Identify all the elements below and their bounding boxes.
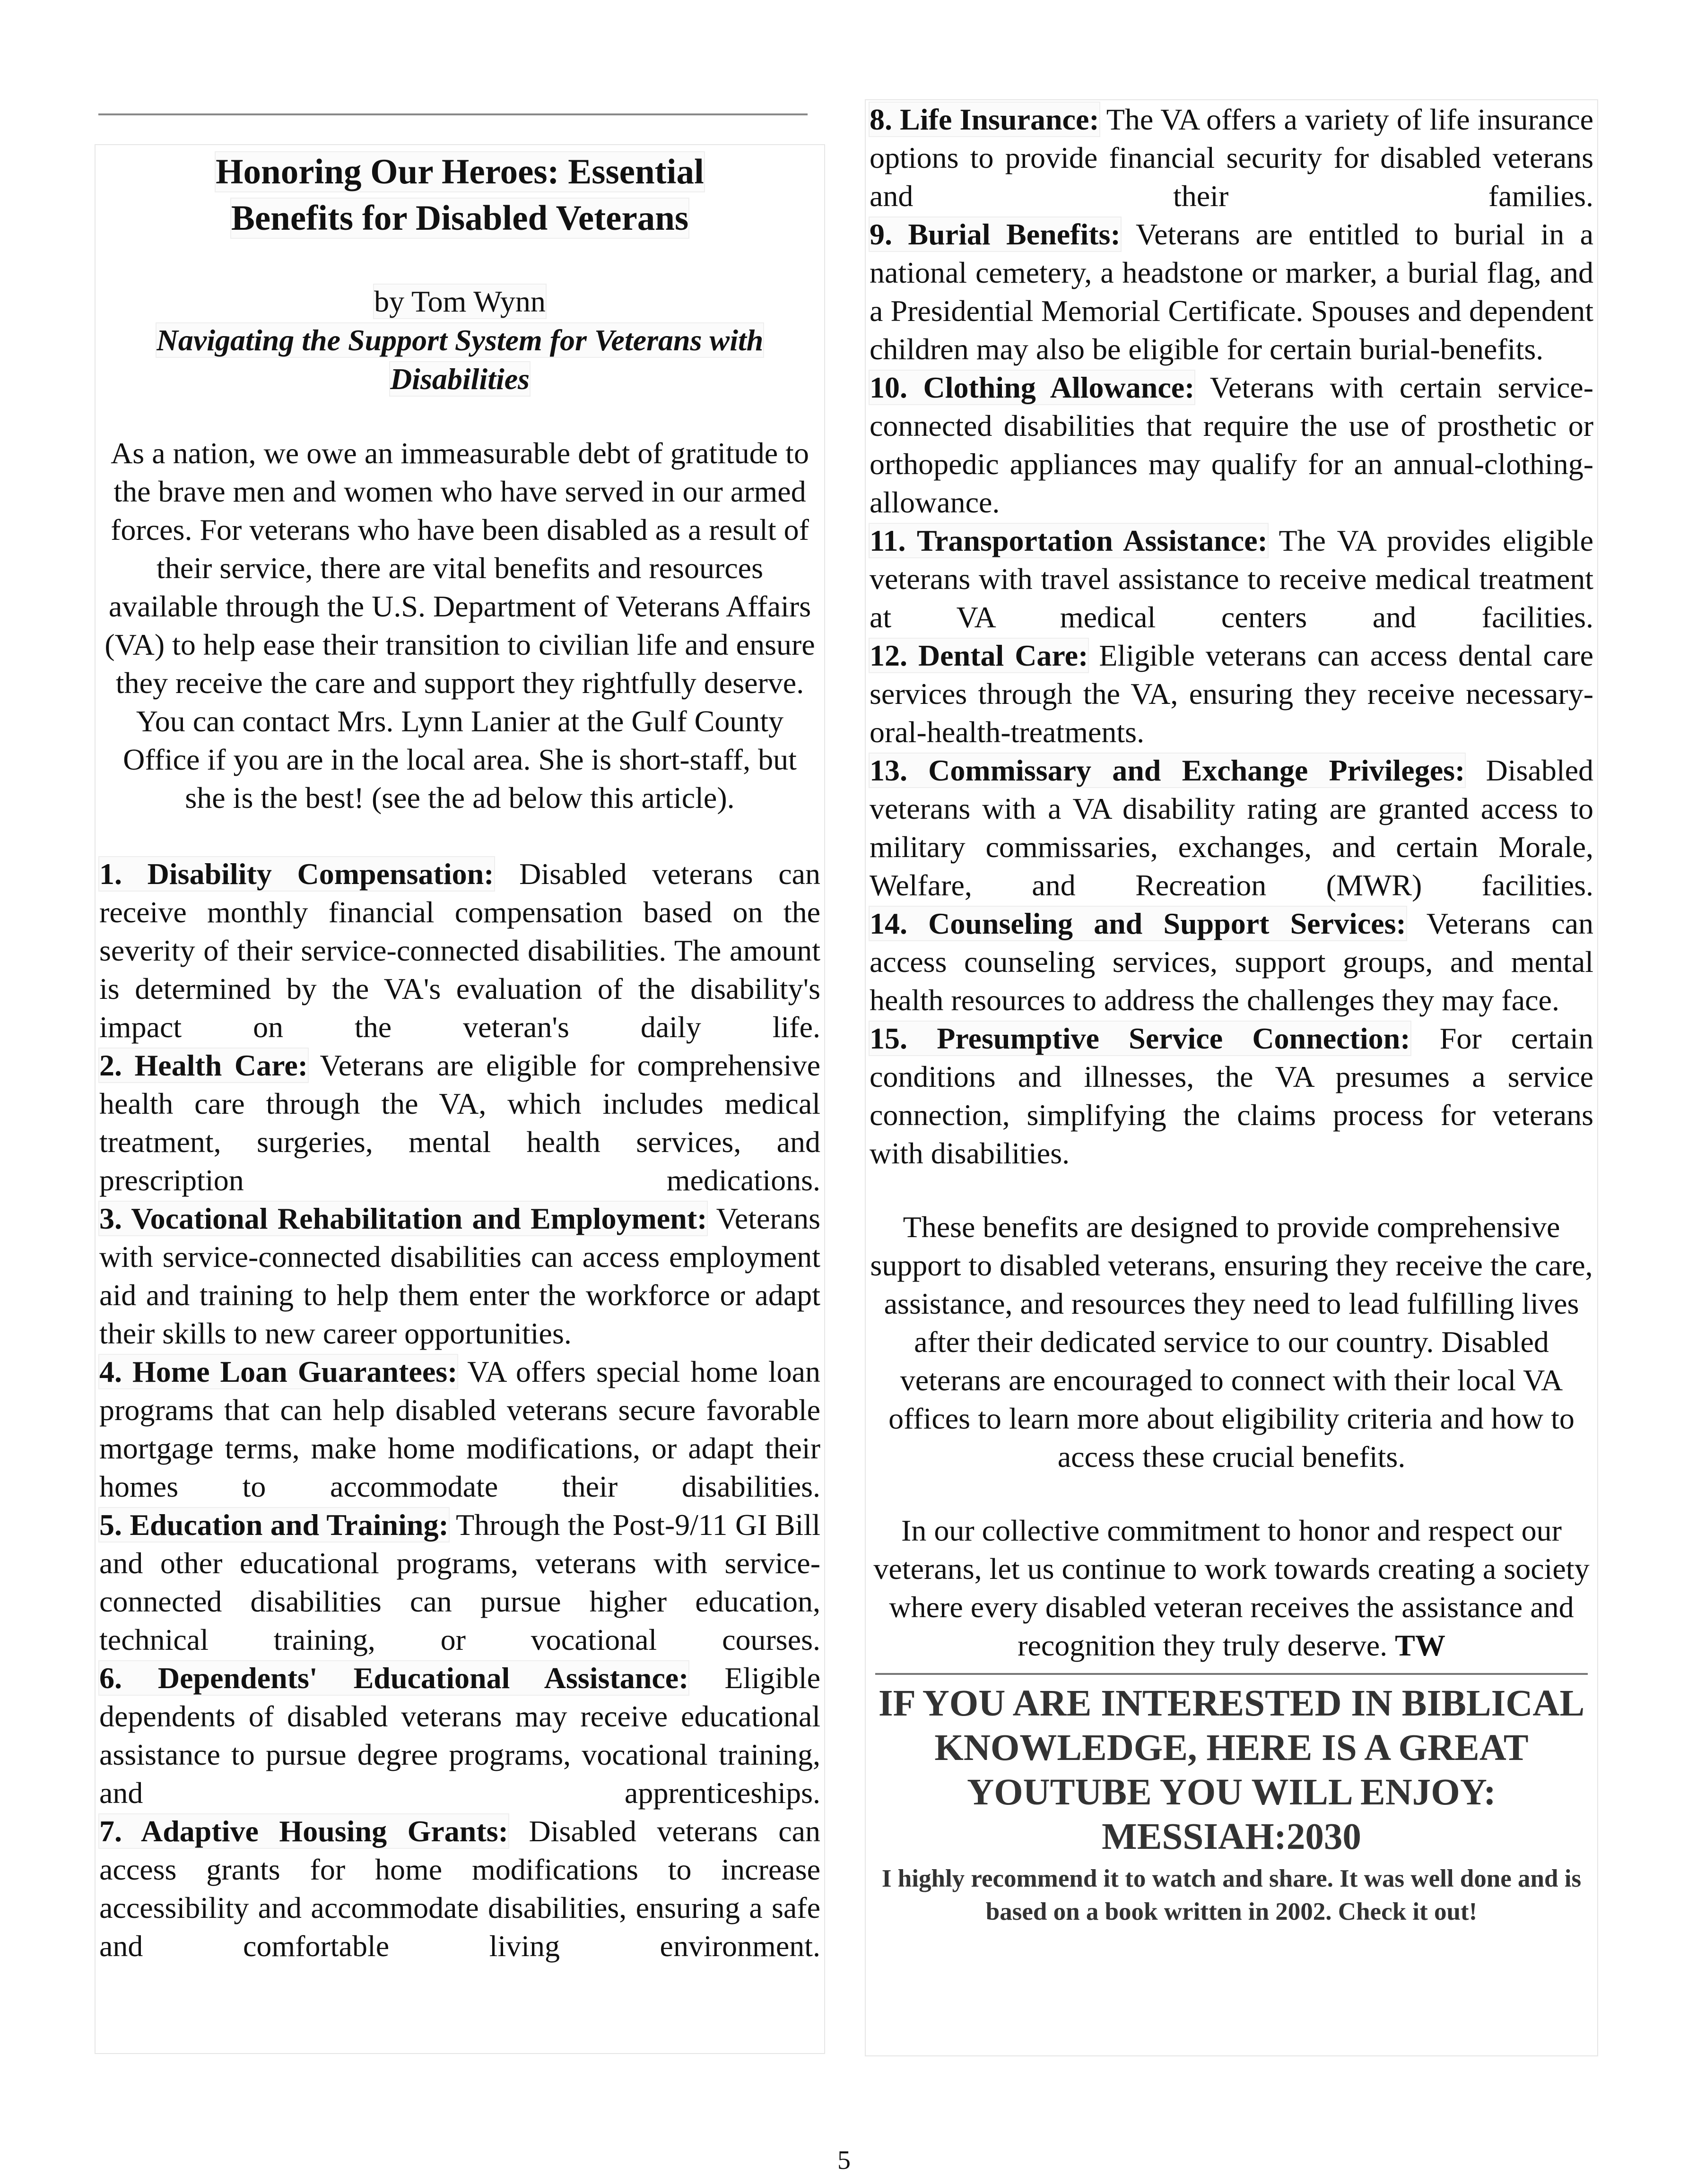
benefit-item bbox=[99, 1506, 820, 1659]
benefit-text: For certain conditions and illnesses, the VA presumes a service connection, simplifying the claims process for veterans with disabilities. bbox=[870, 1022, 1594, 1170]
benefit-text: VA offers special home loan programs that can help disabled veterans secure favorable mortgage terms, make home modifications, or adapt their homes to accommodate their disabilities. bbox=[99, 1355, 821, 1503]
benefit-heading: 6. Dependents' Educational Assistance: bbox=[99, 1661, 689, 1695]
benefit-list-left bbox=[99, 855, 820, 1965]
ad-headline: IF YOU ARE INTERESTED IN BIBLICAL KNOWLEDGE, HERE IS A GREAT YOUTUBE YOU WILL ENJOY: MESSIAH:2030 bbox=[878, 1683, 1585, 1857]
subtitle-line-2: Disabilities bbox=[390, 362, 530, 396]
ad-subtext: I highly recommend it to watch and share. It was well done and is based on a book written in 2002. Check it out! bbox=[881, 1865, 1582, 1925]
benefit-item bbox=[870, 751, 1593, 904]
benefit-item bbox=[99, 1352, 820, 1506]
ad-divider bbox=[875, 1673, 1588, 1675]
left-column bbox=[95, 144, 825, 2054]
benefit-heading: 12. Dental Care: bbox=[870, 639, 1088, 672]
benefit-item bbox=[870, 100, 1593, 215]
benefit-text: Disabled veterans can access grants for home modifications to increase accessibility and accommodate disabilities, ensuring a safe and comfortable living environment. bbox=[99, 1814, 821, 1963]
author-signature: TW bbox=[1395, 1629, 1445, 1662]
benefit-heading: 9. Burial Benefits: bbox=[870, 217, 1121, 251]
benefit-heading: 4. Home Loan Guarantees: bbox=[99, 1355, 458, 1388]
benefit-text: Disabled veterans with a VA disability rating are granted access to military commissaries, exchanges, and certain Morale, Welfare, and Recreation (MWR) facilities. bbox=[870, 754, 1594, 902]
subtitle-line-1: Navigating the Support System for Veterans with bbox=[156, 323, 764, 357]
page-number: 5 bbox=[837, 2146, 851, 2175]
benefit-item bbox=[99, 855, 820, 1046]
benefit-item bbox=[99, 1659, 820, 1812]
benefit-heading: 11. Transportation Assistance: bbox=[870, 524, 1268, 557]
benefit-item bbox=[870, 1019, 1593, 1172]
benefit-heading: 14. Counseling and Support Services: bbox=[870, 907, 1406, 940]
article-subtitle bbox=[99, 321, 820, 399]
benefit-text: Veterans are entitled to burial in a national cemetery, a headstone or marker, a burial flag, and a Presidential Memorial Certificate. Spouses and dependent children may also be eligible for certain burial-benefits. bbox=[870, 217, 1594, 366]
benefit-text: Veterans are eligible for comprehensive health care through the VA, which includes medical treatment, surgeries, mental health services, and prescription medications. bbox=[99, 1049, 821, 1197]
benefit-heading: 3. Vocational Rehabilitation and Employment: bbox=[99, 1202, 707, 1235]
benefit-heading: 2. Health Care: bbox=[99, 1049, 308, 1082]
benefit-text: Veterans with service-connected disabilities can access employment aid and training to help them enter the workforce or adapt their skills to new career opportunities. bbox=[99, 1202, 821, 1350]
benefit-item bbox=[99, 1812, 820, 1965]
benefit-text: Eligible veterans can access dental care services through the VA, ensuring they receive necessary-oral-health-treatments. bbox=[870, 639, 1593, 749]
benefit-item bbox=[870, 215, 1593, 368]
title-line-2: Benefits for Disabled Veterans bbox=[231, 199, 689, 238]
closing-paragraph-1: These benefits are designed to provide comprehensive support to disabled veterans, ensuring they receive the care, assistance, and resources they need to lead fulfilling lives after their dedicated service to our country. Disabled veterans are encouraged to connect with their local VA offices to learn more about eligibility criteria and how to access these crucial benefits. bbox=[870, 1210, 1593, 1473]
benefit-item bbox=[870, 521, 1593, 636]
benefit-text: Eligible dependents of disabled veterans may receive educational assistance to pursue degree programs, vocational training, and apprenticeships. bbox=[99, 1661, 821, 1810]
benefit-heading: 13. Commissary and Exchange Privileges: bbox=[870, 754, 1465, 787]
benefit-item bbox=[870, 904, 1593, 1019]
top-rule bbox=[98, 113, 808, 115]
intro-paragraph: As a nation, we owe an immeasurable debt of gratitude to the brave men and women who have served in our armed forces. For veterans who have been disabled as a result of their service, there are vital benefits and resources available through the U.S. Department of Veterans Affairs (VA) to help ease their transition to civilian life and ensure they receive the care and support they rightfully deserve. You can contact Mrs. Lynn Lanier at the Gulf County Office if you are in the local area. She is short-staff, but she is the best! (see the ad below this article). bbox=[104, 436, 815, 815]
benefit-heading: 10. Clothing Allowance: bbox=[870, 371, 1195, 404]
benefit-text: Through the Post-9/11 GI Bill and other educational programs, veterans with service-connected disabilities can pursue higher education, technical training, or vocational courses. bbox=[99, 1508, 821, 1656]
benefit-item bbox=[99, 1199, 820, 1352]
closing-paragraph-2: In our collective commitment to honor and respect our veterans, let us continue to work towards creating a society where every disabled veteran receives the assistance and recognition they truly deserve. TW bbox=[873, 1514, 1590, 1662]
right-column bbox=[865, 99, 1598, 2056]
benefit-text: The VA offers a variety of life insurance options to provide financial security for disabled veterans and their families. bbox=[870, 103, 1594, 213]
title-line-1: Honoring Our Heroes: Essential bbox=[216, 152, 704, 191]
benefit-heading: 1. Disability Compensation: bbox=[99, 857, 494, 891]
benefit-item bbox=[870, 368, 1593, 521]
benefit-list-right bbox=[870, 100, 1593, 1172]
benefit-text: Veterans with certain service-connected disabilities that require the use of prosthetic or orthopedic appliances may qualify for an annual-clothing-allowance. bbox=[870, 371, 1594, 519]
benefit-heading: 5. Education and Training: bbox=[99, 1508, 449, 1542]
benefit-item bbox=[99, 1046, 820, 1199]
benefit-text: Disabled veterans can receive monthly financial compensation based on the severity of their service-connected disabilities. The amount is determined by the VA's evaluation of the disability's impact on the veteran's daily life. bbox=[99, 857, 820, 1044]
benefit-heading: 7. Adaptive Housing Grants: bbox=[99, 1814, 508, 1848]
article-title bbox=[99, 149, 820, 242]
byline: by Tom Wynn bbox=[374, 285, 546, 318]
benefit-text: Veterans can access counseling services, support groups, and mental health resources to address the challenges they may face. bbox=[870, 907, 1594, 1017]
benefit-heading: 15. Presumptive Service Connection: bbox=[870, 1022, 1410, 1055]
benefit-heading: 8. Life Insurance: bbox=[870, 103, 1099, 136]
benefit-item bbox=[870, 636, 1593, 751]
benefit-text: The VA provides eligible veterans with travel assistance to receive medical treatment at VA medical centers and facilities. bbox=[870, 524, 1594, 634]
